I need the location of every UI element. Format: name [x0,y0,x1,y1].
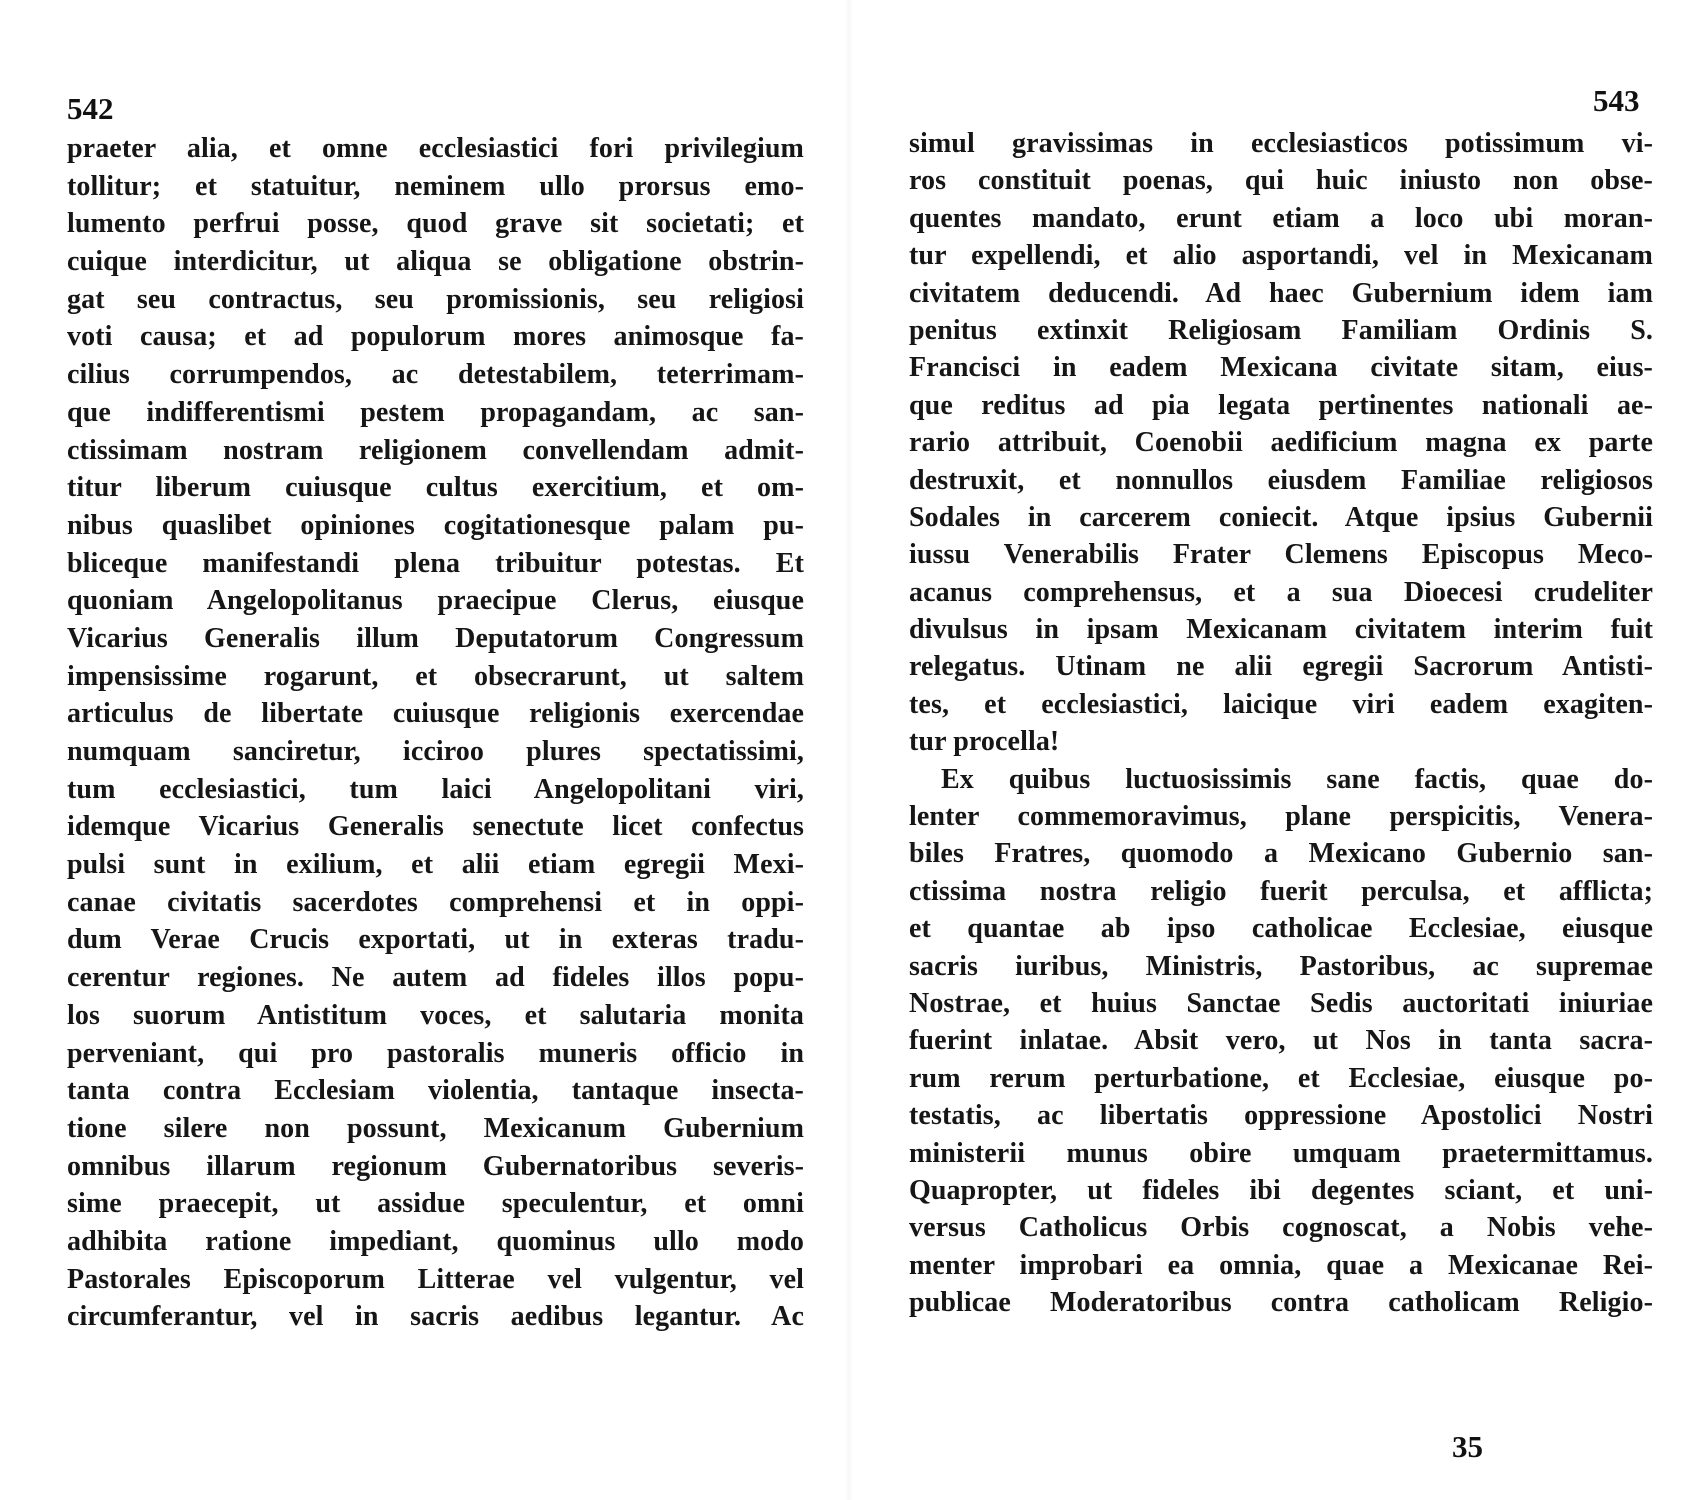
text-line: tollitur; et statuitur, neminem ullo prorsus emo- [67,170,804,202]
text-line: tanta contra Ecclesiam violentia, tantaque insecta- [67,1075,804,1107]
text-line: articulus de libertate cuiusque religionis exercendae [67,698,804,730]
text-line: ros constituit poenas, qui huic iniusto non obse- [909,165,1653,197]
text-line: tum ecclesiastici, tum laici Angelopolitani viri, [67,773,804,805]
text-line: civitatem deducendi. Ad haec Gubernium idem iam [909,277,1653,309]
text-line: versus Catholicus Orbis cognoscat, a Nobis vehe- [909,1212,1653,1244]
text-line: impensissime rogarunt, et obsecrarunt, ut saltem [67,660,804,692]
left-page-body [67,130,804,1336]
text-line-paragraph-start: Ex quibus luctuosissimis sane factis, quae do- [941,763,1653,795]
text-line: dum Verae Crucis exportati, ut in exteras tradu- [67,924,804,956]
text-line: voti causa; et ad populorum mores animosque fa- [67,321,804,353]
text-line: acanus comprehensus, et a sua Dioecesi crudeliter [909,576,1653,608]
text-line: los suorum Antistitum voces, et salutaria monita [67,999,804,1031]
text-line: tes, et ecclesiastici, laicique viri eadem exagiten- [909,688,1653,720]
text-line: quentes mandato, erunt etiam a loco ubi moran- [909,202,1653,234]
right-page-body [909,125,1653,1322]
text-line: cerentur regiones. Ne autem ad fideles illos popu- [67,962,804,994]
text-line: ministerii munus obire umquam praetermittamus. [909,1137,1653,1169]
text-line-paragraph-end: tur procella! [909,726,1060,758]
text-line: menter improbari ea omnia, quae a Mexicanae Rei- [909,1249,1653,1281]
text-line: cilius corrumpendos, ac detestabilem, teterrimam- [67,359,804,391]
text-line: Sodales in carcerem coniecit. Atque ipsius Gubernii [909,501,1653,533]
text-line: relegatus. Utinam ne alii egregii Sacrorum Antisti- [909,651,1653,683]
text-line: rario attribuit, Coenobii aedificium magna ex parte [909,427,1653,459]
text-line: idemque Vicarius Generalis senectute licet confectus [67,811,804,843]
text-line: que indifferentismi pestem propagandam, ac san- [67,396,804,428]
text-line: omnibus illarum regionum Gubernatoribus severis- [67,1150,804,1182]
text-line: Pastorales Episcoporum Litterae vel vulgentur, vel [67,1263,804,1295]
text-line: tione silere non possunt, Mexicanum Gubernium [67,1112,804,1144]
text-line: sacris iuribus, Ministris, Pastoribus, ac supremae [909,950,1653,982]
text-line: Francisci in eadem Mexicana civitate sitam, eius- [909,352,1653,384]
text-line: circumferantur, vel in sacris aedibus legantur. Ac [67,1301,804,1333]
text-line: sime praecepit, ut assidue speculentur, et omni [67,1188,804,1220]
text-line: ctissimam nostram religionem convellendam admit- [67,434,804,466]
text-line: lumento perfrui posse, quod grave sit societati; et [67,208,804,240]
text-line: perveniant, qui pro pastoralis muneris officio in [67,1037,804,1069]
text-line: penitus extinxit Religiosam Familiam Ordinis S. [909,314,1653,346]
text-line: Vicarius Generalis illum Deputatorum Congressum [67,622,804,654]
text-line: fuerint inlatae. Absit vero, ut Nos in tanta sacra- [909,1025,1653,1057]
text-line: Quapropter, ut fideles ibi degentes sciant, et uni- [909,1174,1653,1206]
text-line: divulsus in ipsam Mexicanam civitatem interim fuit [909,614,1653,646]
page-number-right: 543 [1593,83,1640,118]
right-page [849,0,1698,1500]
text-line: nibus quaslibet opiniones cogitationesque palam pu- [67,509,804,541]
text-line: biles Fratres, quomodo a Mexicano Gubernio san- [909,838,1653,870]
text-line: testatis, ac libertatis oppressione Apostolici Nostri [909,1100,1653,1132]
text-line: pulsi sunt in exilium, et alii etiam egregii Mexi- [67,849,804,881]
text-line: rum rerum perturbatione, et Ecclesiae, eiusque po- [909,1062,1653,1094]
text-line: simul gravissimas in ecclesiasticos potissimum vi- [909,128,1653,159]
text-line: cuique interdicitur, ut aliqua se obligatione obstrin- [67,246,804,278]
text-line: lenter commemoravimus, plane perspicitis, Venera- [909,801,1653,833]
text-line: iussu Venerabilis Frater Clemens Episcopus Meco- [909,539,1653,571]
text-line: que reditus ad pia legata pertinentes nationali ae- [909,389,1653,421]
text-line: et quantae ab ipso catholicae Ecclesiae, eiusque [909,913,1653,945]
text-line: ctissima nostra religio fuerit perculsa, et afflicta; [909,875,1653,907]
text-line: tur expellendi, et alio asportandi, vel in Mexicanam [909,240,1653,272]
text-line: quoniam Angelopolitanus praecipue Clerus, eiusque [67,585,804,617]
text-line: bliceque manifestandi plena tribuitur potestas. Et [67,547,804,579]
text-line: destruxit, et nonnullos eiusdem Familiae religiosos [909,464,1653,496]
text-line: numquam sanciretur, icciroo plures spectatissimi, [67,736,804,767]
text-line: titur liberum cuiusque cultus exercitium, et om- [67,472,804,504]
text-line: adhibita ratione impediant, quominus ullo modo [67,1225,804,1257]
text-line: gat seu contractus, seu promissionis, seu religiosi [67,283,804,315]
text-line: canae civitatis sacerdotes comprehensi et in oppi- [67,886,804,918]
signature-mark: 35 [1452,1429,1483,1464]
text-line: publicae Moderatoribus contra catholicam Religio- [909,1287,1653,1319]
text-line: praeter alia, et omne ecclesiastici fori privilegium [67,133,804,164]
text-line: Nostrae, et huius Sanctae Sedis auctoritati iniuriae [909,987,1653,1019]
page-number-left: 542 [67,91,114,126]
